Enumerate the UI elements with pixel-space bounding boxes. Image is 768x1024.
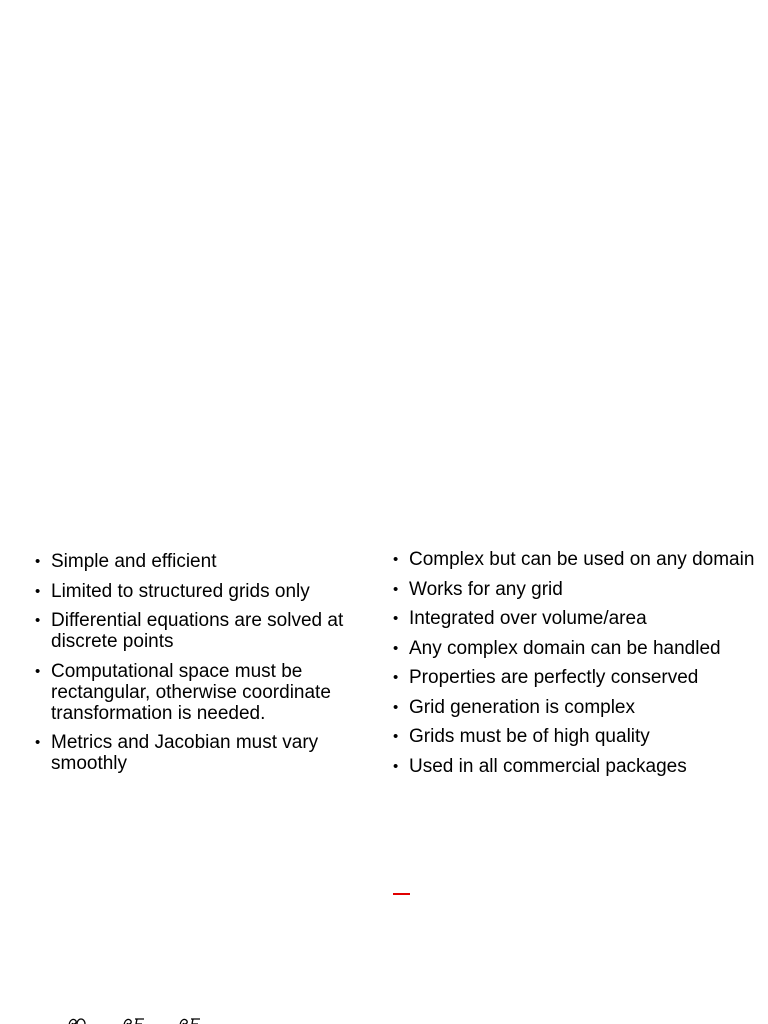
list-item: • Grid generation is complex — [391, 697, 761, 718]
list-item: • Used in all commercial packages — [391, 756, 761, 777]
list-item: • Computational space must be rectangular, otherwise coordinate transformation is needed. — [33, 661, 378, 724]
list-item: • Properties are perfectly conserved — [391, 667, 761, 688]
list-item: • Any complex domain can be handled — [391, 638, 761, 659]
equation-fragment-graphic — [60, 1015, 220, 1024]
red-dash-mark — [393, 893, 410, 895]
right-bullet-list — [391, 549, 761, 785]
list-item: • Works for any grid — [391, 579, 761, 600]
left-bullet-list — [33, 551, 378, 783]
list-item: • Complex but can be used on any domain — [391, 549, 761, 570]
list-item: • Simple and efficient — [33, 551, 378, 572]
list-item: • Differential equations are solved at discrete points — [33, 610, 378, 652]
list-item: • Limited to structured grids only — [33, 581, 378, 602]
list-item: • Integrated over volume/area — [391, 608, 761, 629]
equation-fragment — [60, 1015, 220, 1024]
list-item: • Metrics and Jacobian must vary smoothly — [33, 732, 378, 774]
list-item: • Grids must be of high quality — [391, 726, 761, 747]
